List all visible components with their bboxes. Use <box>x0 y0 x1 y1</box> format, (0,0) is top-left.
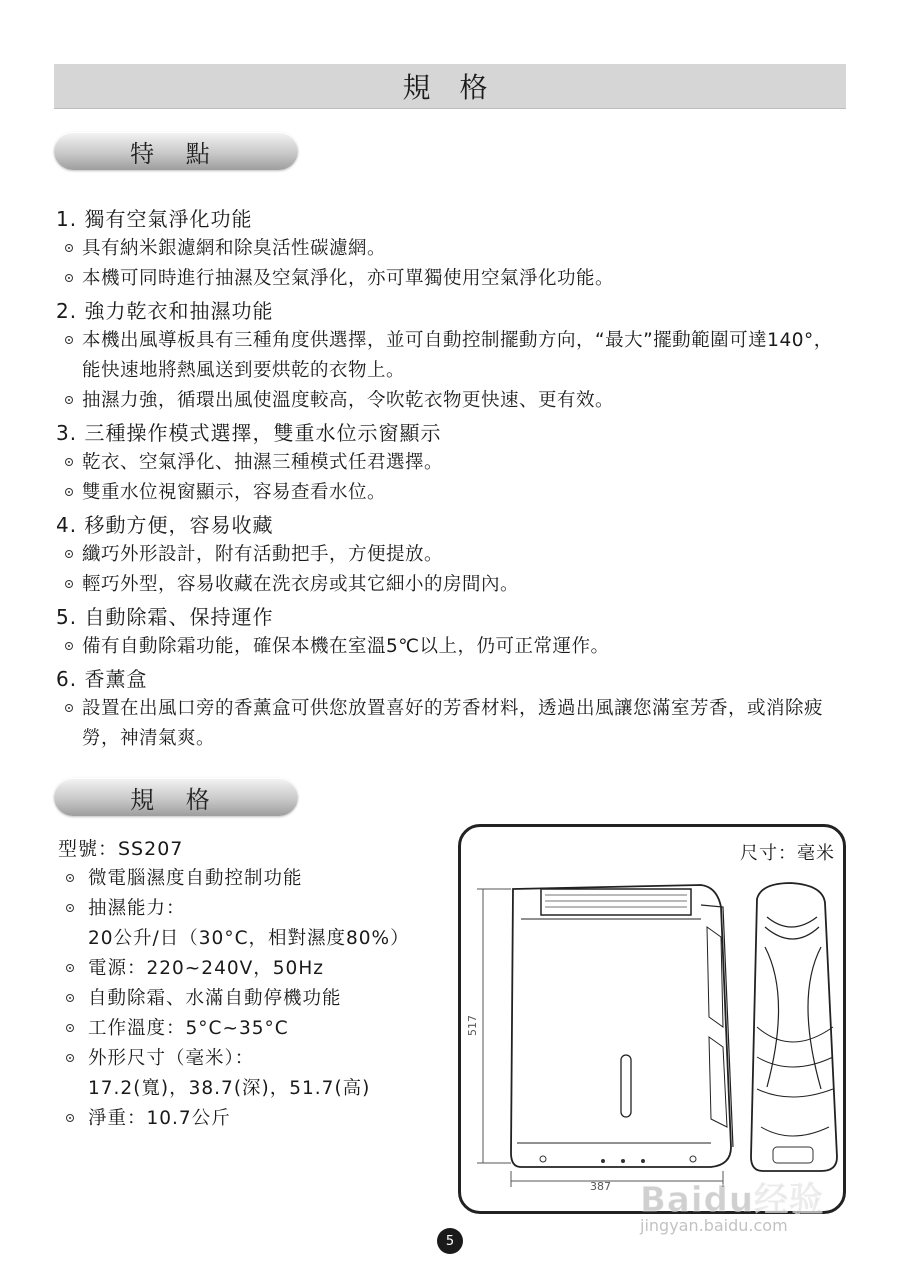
spec-model: 型號：SS207 <box>58 838 184 860</box>
spec-item-text: 微電腦濕度自動控制功能 <box>88 868 303 889</box>
spec-list <box>58 834 448 1134</box>
feature-item-text: 抽濕力強，循環出風使溫度較高，令吹乾衣物更快速、更有效。 <box>82 390 615 411</box>
bullet-icon <box>65 336 73 344</box>
feature-item <box>56 478 846 508</box>
spec-item <box>58 1044 448 1074</box>
bullet-icon <box>65 244 73 252</box>
spec-item <box>58 984 448 1014</box>
feature-item-text: 乾衣、空氣淨化、抽濕三種模式任君選擇。 <box>82 452 444 473</box>
feature-heading: 4. 移動方便，容易收藏 <box>56 513 274 537</box>
feature-item <box>56 570 846 600</box>
spec-item-text: 工作溫度：5°C~35°C <box>88 1018 289 1039</box>
feature-item <box>56 632 846 662</box>
bullet-icon <box>66 994 74 1002</box>
spec-item-detail: 20公升/日（30°C，相對濕度80%） <box>88 928 410 949</box>
page-title: 規 格 <box>54 64 846 109</box>
bullet-icon <box>65 642 73 650</box>
feature-heading: 3. 三種操作模式選擇，雙重水位示窗顯示 <box>56 421 442 445</box>
spec-item-text: 自動除霜、水滿自動停機功能 <box>88 988 342 1009</box>
feature-item-text: 本機可同時進行抽濕及空氣淨化，亦可單獨使用空氣淨化功能。 <box>82 268 615 289</box>
feature-item <box>56 448 846 478</box>
features-list <box>56 202 846 754</box>
spec-item <box>58 954 448 984</box>
bullet-icon <box>65 550 73 558</box>
spec-item-text: 淨重：10.7公斤 <box>88 1108 231 1129</box>
spec-item-text: 抽濕能力： <box>88 898 186 919</box>
bullet-icon <box>65 396 73 404</box>
unit-label: 尺寸：毫米 <box>740 843 835 864</box>
height-dimension: 517 <box>466 1015 479 1036</box>
page-number: 5 <box>437 1228 463 1254</box>
spec-item-text: 電源：220~240V，50Hz <box>88 958 324 979</box>
feature-heading: 5. 自動除霜、保持運作 <box>56 605 274 629</box>
dimension-figure <box>458 824 846 1214</box>
bullet-icon <box>66 904 74 912</box>
feature-heading: 1. 獨有空氣淨化功能 <box>56 207 253 231</box>
bullet-icon <box>66 1024 74 1032</box>
spec-item <box>58 1014 448 1044</box>
bullet-icon <box>66 874 74 882</box>
feature-heading: 6. 香薰盒 <box>56 667 148 691</box>
feature-item-text: 具有納米銀濾網和除臭活性碳濾網。 <box>82 238 387 259</box>
bullet-icon <box>66 1114 74 1122</box>
spec-item <box>58 1104 448 1134</box>
feature-item-text: 備有自動除霜功能，確保本機在室溫5℃以上，仍可正常運作。 <box>82 636 610 657</box>
feature-item <box>56 540 846 570</box>
feature-item-text: 設置在出風口旁的香薰盒可供您放置喜好的芳香材料，透過出風讓您滿室芳香，或消除疲勞，神清氣爽。 <box>82 698 824 749</box>
feature-item <box>56 386 846 416</box>
feature-item <box>56 234 846 264</box>
bullet-icon <box>65 704 73 712</box>
spec-item-text: 外形尺寸（毫米）： <box>88 1048 255 1069</box>
bullet-icon <box>65 274 73 282</box>
feature-item-text: 本機出風導板具有三種角度供選擇，並可自動控制擺動方向，“最大”擺動範圍可達140°，能快速地將熱風送到要烘乾的衣物上。 <box>82 330 833 381</box>
dehumidifier-drawing <box>461 827 843 1211</box>
feature-item <box>56 326 846 386</box>
bullet-icon <box>66 964 74 972</box>
spec-heading: 規 格 <box>54 778 298 816</box>
feature-item-text: 纖巧外形設計，附有活動把手，方便提放。 <box>82 544 444 565</box>
baidu-watermark-logo: Baidu经验 <box>640 1180 825 1220</box>
spec-item-detail: 17.2(寬)，38.7(深)，51.7(高) <box>88 1078 371 1099</box>
bullet-icon <box>65 580 73 588</box>
feature-item <box>56 264 846 294</box>
bullet-icon <box>65 488 73 496</box>
feature-item <box>56 694 846 754</box>
feature-heading: 2. 強力乾衣和抽濕功能 <box>56 299 274 323</box>
spec-item <box>58 894 448 924</box>
feature-item-text: 輕巧外型，容易收藏在洗衣房或其它細小的房間內。 <box>82 574 520 595</box>
watermark-url: jingyan.baidu.com <box>640 1216 788 1235</box>
bullet-icon <box>65 458 73 466</box>
spec-item <box>58 864 448 894</box>
bullet-icon <box>66 1054 74 1062</box>
features-heading: 特 點 <box>54 132 298 170</box>
feature-item-text: 雙重水位視窗顯示，容易查看水位。 <box>82 482 387 503</box>
width-dimension: 387 <box>590 1180 611 1193</box>
